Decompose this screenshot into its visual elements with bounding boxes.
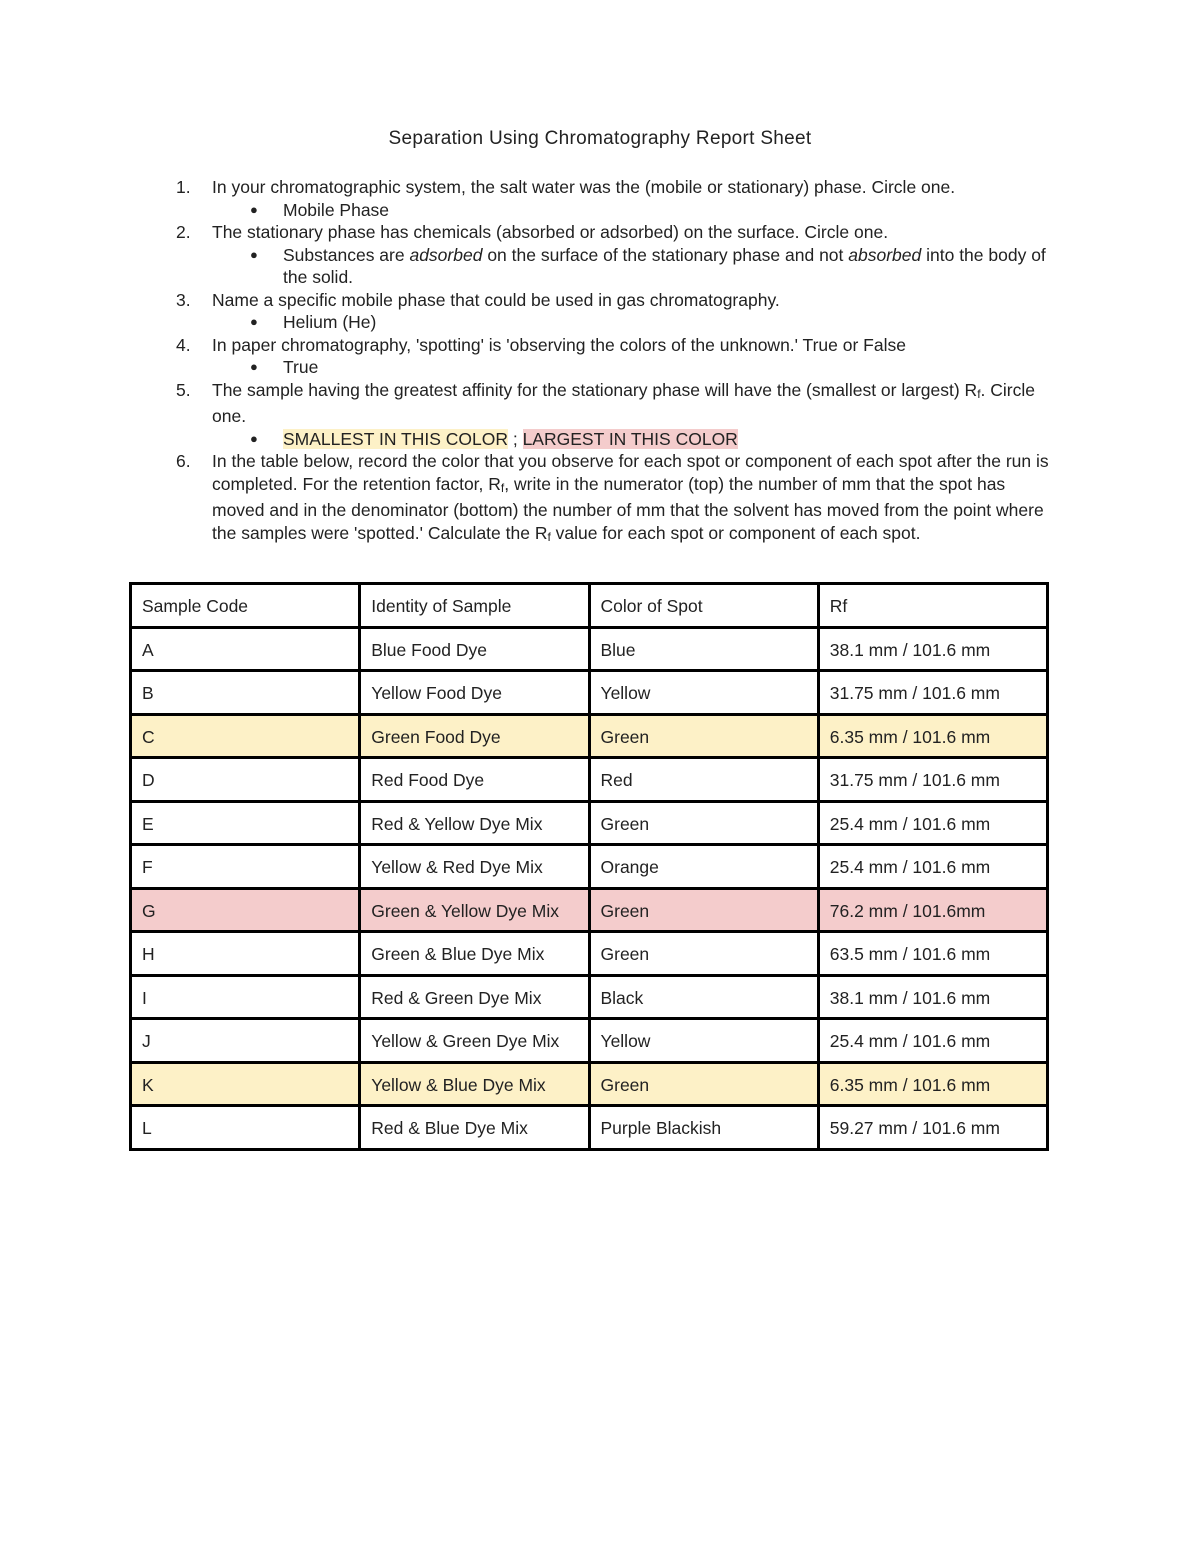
cell-identity: Blue Food Dye <box>360 627 589 671</box>
answer-text: Helium (He) <box>283 312 377 332</box>
cell-sample-code: J <box>131 1019 360 1063</box>
question-text: In paper chromatography, 'spotting' is 'observing the colors of the unknown.' True or False <box>212 334 906 355</box>
question-5 <box>0 379 1052 428</box>
answer-5 <box>0 428 1053 451</box>
cell-sample-code: B <box>131 671 360 715</box>
cell-rf: 38.1 mm / 101.6 mm <box>818 975 1047 1019</box>
question-text: . Circle one. <box>212 379 1035 426</box>
cell-color: Green <box>589 714 818 758</box>
answer-text: into the body of the solid. <box>283 244 1046 287</box>
results-table <box>129 582 1049 1151</box>
question-text: The stationary phase has chemicals (absorbed or adsorbed) on the surface. Circle one. <box>212 222 889 242</box>
answer-text: Substances are <box>283 244 410 265</box>
results-table-body <box>131 584 1048 1150</box>
cell-color: Purple Blackish <box>589 1106 818 1150</box>
cell-rf: 6.35 mm / 101.6 mm <box>818 1062 1047 1106</box>
cell-sample-code: K <box>131 1062 360 1106</box>
answer-2 <box>0 244 1053 289</box>
table-row <box>131 1106 1048 1150</box>
cell-sample-code: A <box>131 627 360 671</box>
cell-rf: 25.4 mm / 101.6 mm <box>818 845 1047 889</box>
header-identity: Identity of Sample <box>360 584 589 628</box>
table-row <box>131 801 1048 845</box>
table-row <box>131 932 1048 976</box>
answer-3 <box>0 311 1053 334</box>
cell-rf: 38.1 mm / 101.6 mm <box>818 627 1047 671</box>
cell-rf: 63.5 mm / 101.6 mm <box>818 932 1047 976</box>
cell-sample-code: F <box>131 845 360 889</box>
bullet-icon: ● <box>250 430 258 446</box>
answer-1 <box>0 199 1053 222</box>
cell-sample-code: G <box>131 888 360 932</box>
answer-largest-highlight: LARGEST IN THIS COLOR <box>522 428 738 449</box>
question-6 <box>0 450 1052 548</box>
bullet-icon: ● <box>250 201 258 217</box>
cell-color: Orange <box>589 845 818 889</box>
cell-identity: Green Food Dye <box>360 714 589 758</box>
question-number: 3. <box>176 289 191 310</box>
table-row <box>131 714 1048 758</box>
table-row <box>131 671 1048 715</box>
cell-sample-code: I <box>131 975 360 1019</box>
question-list <box>0 176 1200 548</box>
cell-identity: Red & Blue Dye Mix <box>360 1106 589 1150</box>
cell-rf: 31.75 mm / 101.6 mm <box>818 671 1047 715</box>
table-row <box>131 758 1048 802</box>
document-title: Separation Using Chromatography Report Sheet <box>388 128 812 149</box>
cell-color: Yellow <box>589 671 818 715</box>
cell-sample-code: C <box>131 714 360 758</box>
bullet-icon: ● <box>250 359 258 374</box>
cell-identity: Yellow Food Dye <box>360 671 589 715</box>
cell-identity: Green & Blue Dye Mix <box>360 932 589 976</box>
question-number: 1. <box>176 177 191 197</box>
question-3 <box>0 289 1052 312</box>
cell-color: Black <box>589 975 818 1019</box>
cell-color: Green <box>589 888 818 932</box>
question-1 <box>0 176 1052 199</box>
header-sample-code: Sample Code <box>131 584 360 628</box>
question-text: In the table below, record the color that you observe for each spot or component of each spot after the run is completed. For the retention factor, R <box>212 451 1049 494</box>
cell-identity: Green & Yellow Dye Mix <box>360 888 589 932</box>
question-text: In your chromatographic system, the salt water was the (mobile or stationary) phase. Circle one. <box>212 177 956 197</box>
cell-color: Green <box>589 932 818 976</box>
subscript: f <box>547 529 551 544</box>
answer-text: on the surface of the stationary phase and not <box>482 244 849 265</box>
table-header-row <box>131 584 1048 628</box>
answer-smallest-highlight: SMALLEST IN THIS COLOR <box>283 428 508 449</box>
cell-sample-code: H <box>131 932 360 976</box>
cell-sample-code: L <box>131 1106 360 1150</box>
cell-rf: 25.4 mm / 101.6 mm <box>818 801 1047 845</box>
table-row <box>131 1019 1048 1063</box>
cell-sample-code: E <box>131 801 360 845</box>
cell-identity: Red & Green Dye Mix <box>360 975 589 1019</box>
question-text: Name a specific mobile phase that could be used in gas chromatography. <box>212 289 780 310</box>
bullet-icon: ● <box>250 246 258 262</box>
header-color: Color of Spot <box>589 584 818 628</box>
table-row <box>131 845 1048 889</box>
table-row <box>131 975 1048 1019</box>
table-row <box>131 627 1048 671</box>
cell-identity: Yellow & Red Dye Mix <box>360 845 589 889</box>
cell-color: Red <box>589 758 818 802</box>
question-number: 4. <box>176 334 191 355</box>
answer-emphasis: absorbed <box>848 244 922 265</box>
cell-identity: Red & Yellow Dye Mix <box>360 801 589 845</box>
question-text: The sample having the greatest affinity for the stationary phase will have the (smallest or largest) R <box>212 379 978 400</box>
cell-identity: Yellow & Green Dye Mix <box>360 1019 589 1063</box>
answer-emphasis: adsorbed <box>409 244 483 265</box>
question-number: 6. <box>176 451 191 471</box>
subscript: f <box>500 480 505 495</box>
table-row <box>131 888 1048 932</box>
cell-rf: 76.2 mm / 101.6mm <box>818 888 1047 932</box>
answer-separator: ; <box>507 428 523 449</box>
question-number: 5. <box>176 379 191 400</box>
cell-rf: 59.27 mm / 101.6 mm <box>818 1106 1047 1150</box>
answer-text: Mobile Phase <box>283 199 390 220</box>
cell-rf: 6.35 mm / 101.6 mm <box>818 714 1047 758</box>
cell-identity: Yellow & Blue Dye Mix <box>360 1062 589 1106</box>
bullet-icon: ● <box>250 314 258 329</box>
cell-color: Blue <box>589 627 818 671</box>
question-text: value for each spot or component of each spot. <box>550 522 921 543</box>
table-row <box>131 1062 1048 1106</box>
cell-color: Green <box>589 1062 818 1106</box>
cell-rf: 25.4 mm / 101.6 mm <box>818 1019 1047 1063</box>
header-rf: Rf <box>818 584 1047 628</box>
question-2 <box>0 221 1052 244</box>
subscript: f <box>977 386 981 401</box>
answer-text: True <box>283 357 319 377</box>
cell-color: Yellow <box>589 1019 818 1063</box>
question-text: , write in the numerator (top) the number of mm that the spot has moved and in the denominator (bottom) the number of mm that the solvent has moved from the point where the samples were 'spotted.' Calculate the R <box>212 473 1044 543</box>
cell-color: Green <box>589 801 818 845</box>
question-4 <box>0 334 1052 357</box>
question-number: 2. <box>176 222 191 242</box>
cell-sample-code: D <box>131 758 360 802</box>
cell-rf: 31.75 mm / 101.6 mm <box>818 758 1047 802</box>
cell-identity: Red Food Dye <box>360 758 589 802</box>
answer-4 <box>0 356 1053 379</box>
